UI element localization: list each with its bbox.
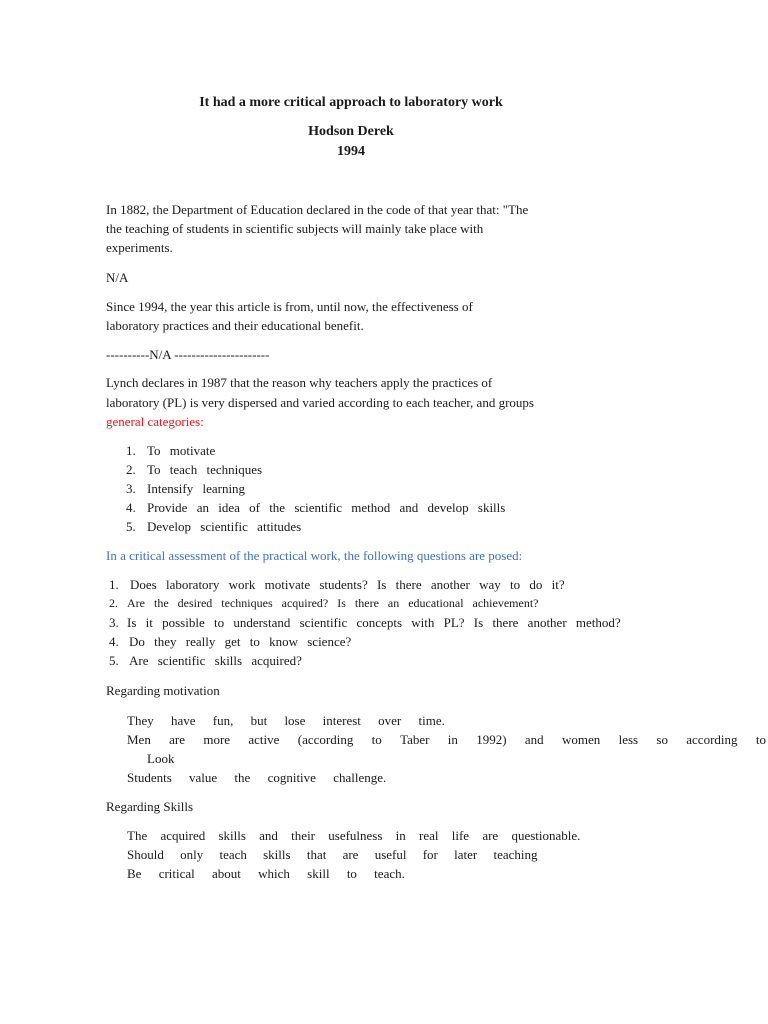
list-item: Are the desired techniques acquired? Is there an educational achievement? (127, 596, 539, 610)
since-line-2: laboratory practices and their educational benefit. (106, 318, 364, 333)
list-item-number: 2. (126, 462, 136, 477)
list-item-number: 1. (126, 443, 136, 458)
motivation-item-continuation: Look (147, 751, 175, 766)
word: to (371, 732, 382, 747)
lynch-line-1: Lynch declares in 1987 that the reason why teachers apply the practices of (106, 375, 493, 390)
publication-year: 1994 (337, 144, 365, 159)
word: to (755, 732, 766, 747)
skills-item: Be critical about which skill to teach. (127, 866, 405, 881)
skills-item: The acquired skills and their usefulness in real life are questionable. (127, 828, 581, 843)
assessment-heading: In a critical assessment of the practical work, the following questions are posed: (106, 548, 523, 563)
motivation-item-justified (127, 730, 766, 749)
list-item-number: 1. (109, 577, 119, 592)
list-item: Provide an idea of the scientific method and develop skills (147, 500, 506, 515)
word: more (203, 732, 231, 747)
list-item: Develop scientific attitudes (147, 519, 302, 534)
list-item-number: 5. (109, 653, 119, 668)
word: women (561, 732, 601, 747)
word: so (656, 732, 668, 747)
list-item-number: 5. (126, 519, 136, 534)
document-title: It had a more critical approach to laboratory work (199, 95, 503, 110)
list-item-number: 3. (126, 481, 136, 496)
list-item: Do they really get to know science? (129, 634, 352, 649)
intro-line-3: experiments. (106, 240, 173, 255)
separator-line: ----------N/A ---------------------- (106, 347, 270, 362)
word: in (447, 732, 458, 747)
word: and (524, 732, 544, 747)
list-item: Is it possible to understand scientific concepts with PL? Is there another method? (127, 615, 621, 630)
skills-heading: Regarding Skills (106, 799, 194, 814)
na-label: N/A (106, 270, 129, 285)
word: Men (127, 732, 151, 747)
list-item: Does laboratory work motivate students? Is there another way to do it? (130, 577, 565, 592)
word: 1992) (476, 732, 507, 747)
word: according (686, 732, 738, 747)
author-name: Hodson Derek (308, 124, 394, 139)
list-item: To teach techniques (147, 462, 263, 477)
list-item-number: 3. (109, 615, 119, 630)
skills-item: Should only teach skills that are useful for later teaching (127, 847, 538, 862)
list-item: Intensify learning (147, 481, 246, 496)
word: active (248, 732, 280, 747)
word: Taber (400, 732, 430, 747)
list-item-number: 2. (109, 596, 118, 610)
list-item-number: 4. (109, 634, 119, 649)
motivation-item: They have fun, but lose interest over time. (127, 713, 445, 728)
intro-line-2: the teaching of students in scientific subjects will mainly take place with (106, 221, 484, 236)
intro-line-1: In 1882, the Department of Education declared in the code of that year that: "The (106, 202, 529, 217)
list-item-number: 4. (126, 500, 136, 515)
list-item: To motivate (147, 443, 216, 458)
list-item: Are scientific skills acquired? (129, 653, 302, 668)
word: are (169, 732, 186, 747)
word: less (618, 732, 639, 747)
lynch-line-2: laboratory (PL) is very dispersed and varied according to each teacher, and groups (106, 395, 534, 410)
word: (according (297, 732, 354, 747)
since-line-1: Since 1994, the year this article is from, until now, the effectiveness of (106, 299, 473, 314)
general-categories-label: general categories: (106, 414, 204, 429)
motivation-heading: Regarding motivation (106, 683, 220, 698)
motivation-item: Students value the cognitive challenge. (127, 770, 387, 785)
